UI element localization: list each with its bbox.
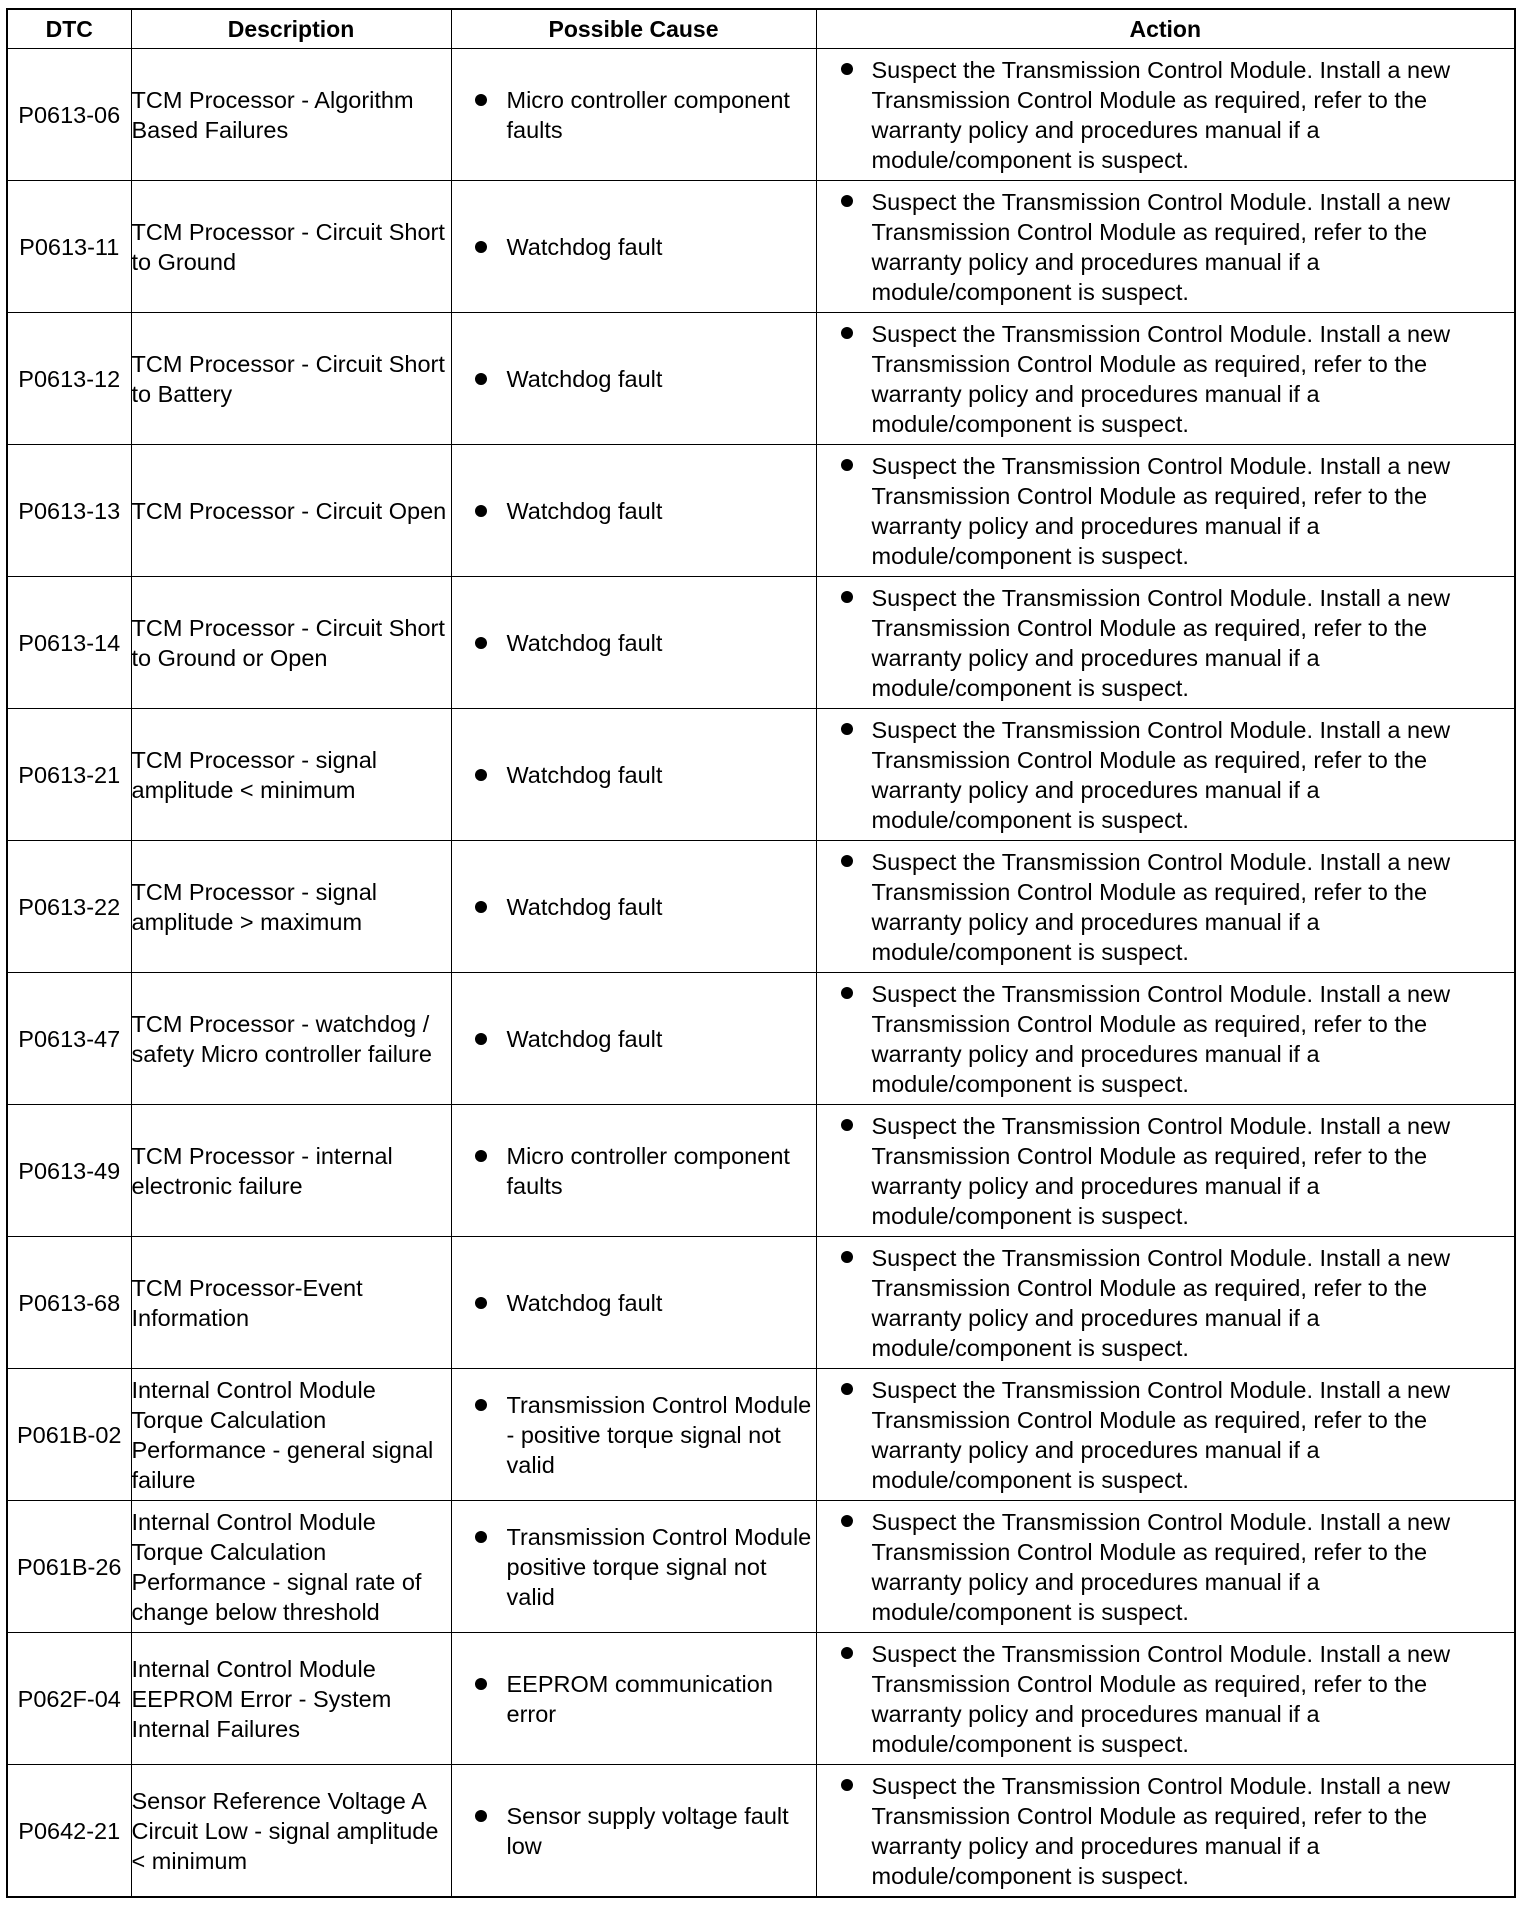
dtc-code: P0613-47 (7, 973, 131, 1105)
action-item (817, 583, 1515, 703)
action-item (817, 979, 1515, 1099)
possible-cause-cell (451, 1105, 816, 1237)
cause-item (452, 1801, 816, 1861)
action-cell (816, 1237, 1515, 1369)
action-item (817, 451, 1515, 571)
action-item (817, 847, 1515, 967)
description-text: Internal Control Module EEPROM Error - System Internal Failures (131, 1633, 451, 1765)
action-item (817, 55, 1515, 175)
action-text: Suspect the Transmission Control Module. Install a new Transmission Control Module as required, refer to the warranty policy and procedures manual if a module/component is suspect. (871, 452, 1451, 569)
dtc-code: P0613-11 (7, 181, 131, 313)
possible-cause-cell (451, 1501, 816, 1633)
cause-text: Watchdog fault (506, 497, 663, 524)
action-text: Suspect the Transmission Control Module. Install a new Transmission Control Module as required, refer to the warranty policy and procedures manual if a module/component is suspect. (871, 188, 1451, 305)
dtc-code: P0613-49 (7, 1105, 131, 1237)
cause-item (452, 1288, 816, 1318)
cause-item (452, 85, 816, 145)
action-item (817, 1771, 1515, 1891)
dtc-code: P0613-06 (7, 49, 131, 181)
bullet-icon (841, 1515, 853, 1527)
bullet-icon (841, 63, 853, 75)
bullet-icon (841, 327, 853, 339)
action-cell (816, 577, 1515, 709)
bullet-icon (841, 855, 853, 867)
bullet-icon (841, 1383, 853, 1395)
possible-cause-cell (451, 49, 816, 181)
bullet-icon (475, 1399, 487, 1411)
possible-cause-cell (451, 181, 816, 313)
action-text: Suspect the Transmission Control Module. Install a new Transmission Control Module as required, refer to the warranty policy and procedures manual if a module/component is suspect. (871, 1640, 1451, 1757)
header-row (7, 9, 1515, 49)
action-cell (816, 1501, 1515, 1633)
dtc-code: P0613-68 (7, 1237, 131, 1369)
action-cell (816, 445, 1515, 577)
action-cell (816, 841, 1515, 973)
action-cell (816, 313, 1515, 445)
bullet-icon (475, 1297, 487, 1309)
possible-cause-cell (451, 1237, 816, 1369)
description-text: TCM Processor-Event Information (131, 1237, 451, 1369)
bullet-icon (841, 195, 853, 207)
action-text: Suspect the Transmission Control Module. Install a new Transmission Control Module as required, refer to the warranty policy and procedures manual if a module/component is suspect. (871, 716, 1451, 833)
cause-item (452, 1024, 816, 1054)
description-text: Sensor Reference Voltage A Circuit Low - signal amplitude < minimum (131, 1765, 451, 1898)
cause-text: Watchdog fault (506, 629, 663, 656)
description-text: Internal Control Module Torque Calculation Performance - general signal failure (131, 1369, 451, 1501)
cause-item (452, 1669, 816, 1729)
cause-item (452, 1141, 816, 1201)
cause-item (452, 232, 816, 262)
bullet-icon (475, 1033, 487, 1045)
action-cell (816, 49, 1515, 181)
description-text: TCM Processor - signal amplitude < minimum (131, 709, 451, 841)
description-text: TCM Processor - Circuit Short to Ground (131, 181, 451, 313)
cause-text: Transmission Control Module positive torque signal not valid (506, 1523, 812, 1610)
table-row (7, 973, 1515, 1105)
action-item (817, 1375, 1515, 1495)
action-cell (816, 973, 1515, 1105)
action-text: Suspect the Transmission Control Module. Install a new Transmission Control Module as required, refer to the warranty policy and procedures manual if a module/component is suspect. (871, 848, 1451, 965)
dtc-code: P0613-22 (7, 841, 131, 973)
description-text: TCM Processor - signal amplitude > maximum (131, 841, 451, 973)
bullet-icon (841, 987, 853, 999)
cause-text: Watchdog fault (506, 365, 663, 392)
cause-text: EEPROM communication error (506, 1670, 773, 1727)
table-row (7, 841, 1515, 973)
dtc-code: P0613-12 (7, 313, 131, 445)
possible-cause-cell (451, 445, 816, 577)
bullet-icon (475, 1150, 487, 1162)
cause-item (452, 892, 816, 922)
possible-cause-cell (451, 1765, 816, 1898)
header-description: Description (131, 9, 451, 49)
description-text: TCM Processor - internal electronic failure (131, 1105, 451, 1237)
table-row (7, 313, 1515, 445)
bullet-icon (475, 94, 487, 106)
action-text: Suspect the Transmission Control Module. Install a new Transmission Control Module as required, refer to the warranty policy and procedures manual if a module/component is suspect. (871, 1772, 1451, 1889)
dtc-code: P0613-21 (7, 709, 131, 841)
bullet-icon (841, 1119, 853, 1131)
action-cell (816, 1369, 1515, 1501)
action-cell (816, 1105, 1515, 1237)
dtc-code: P061B-02 (7, 1369, 131, 1501)
cause-item (452, 1390, 816, 1480)
action-cell (816, 1633, 1515, 1765)
bullet-icon (475, 1531, 487, 1543)
cause-item (452, 496, 816, 526)
cause-item (452, 760, 816, 790)
cause-text: Watchdog fault (506, 1025, 663, 1052)
table-row (7, 1501, 1515, 1633)
description-text: TCM Processor - Circuit Open (131, 445, 451, 577)
dtc-code: P0613-14 (7, 577, 131, 709)
description-text: TCM Processor - watchdog / safety Micro controller failure (131, 973, 451, 1105)
table-row (7, 445, 1515, 577)
bullet-icon (475, 901, 487, 913)
action-text: Suspect the Transmission Control Module. Install a new Transmission Control Module as required, refer to the warranty policy and procedures manual if a module/component is suspect. (871, 1508, 1451, 1625)
action-cell (816, 181, 1515, 313)
bullet-icon (841, 591, 853, 603)
action-item (817, 1111, 1515, 1231)
bullet-icon (841, 1779, 853, 1791)
action-text: Suspect the Transmission Control Module. Install a new Transmission Control Module as required, refer to the warranty policy and procedures manual if a module/component is suspect. (871, 320, 1451, 437)
action-text: Suspect the Transmission Control Module. Install a new Transmission Control Module as required, refer to the warranty policy and procedures manual if a module/component is suspect. (871, 980, 1451, 1097)
header-possible-cause: Possible Cause (451, 9, 816, 49)
description-text: TCM Processor - Circuit Short to Battery (131, 313, 451, 445)
cause-item (452, 1522, 816, 1612)
dtc-code: P062F-04 (7, 1633, 131, 1765)
bullet-icon (841, 1251, 853, 1263)
table-row (7, 1765, 1515, 1898)
bullet-icon (475, 1678, 487, 1690)
table-row (7, 181, 1515, 313)
action-item (817, 1243, 1515, 1363)
bullet-icon (841, 1647, 853, 1659)
header-action: Action (816, 9, 1515, 49)
dtc-table (6, 8, 1516, 1898)
bullet-icon (475, 241, 487, 253)
table-row (7, 1633, 1515, 1765)
cause-text: Micro controller component faults (506, 1142, 790, 1199)
description-text: Internal Control Module Torque Calculation Performance - signal rate of change below threshold (131, 1501, 451, 1633)
description-text: TCM Processor - Circuit Short to Ground or Open (131, 577, 451, 709)
dtc-code: P061B-26 (7, 1501, 131, 1633)
action-text: Suspect the Transmission Control Module. Install a new Transmission Control Module as required, refer to the warranty policy and procedures manual if a module/component is suspect. (871, 584, 1451, 701)
dtc-code: P0613-13 (7, 445, 131, 577)
table-body (7, 49, 1515, 1898)
possible-cause-cell (451, 313, 816, 445)
dtc-code: P0642-21 (7, 1765, 131, 1898)
table-row (7, 1237, 1515, 1369)
bullet-icon (475, 1810, 487, 1822)
action-item (817, 715, 1515, 835)
possible-cause-cell (451, 577, 816, 709)
header-dtc: DTC (7, 9, 131, 49)
description-text: TCM Processor - Algorithm Based Failures (131, 49, 451, 181)
bullet-icon (475, 769, 487, 781)
cause-text: Watchdog fault (506, 1289, 663, 1316)
action-item (817, 1639, 1515, 1759)
possible-cause-cell (451, 841, 816, 973)
table-row (7, 1369, 1515, 1501)
cause-text: Micro controller component faults (506, 86, 790, 143)
action-text: Suspect the Transmission Control Module. Install a new Transmission Control Module as required, refer to the warranty policy and procedures manual if a module/component is suspect. (871, 1112, 1451, 1229)
possible-cause-cell (451, 1369, 816, 1501)
action-text: Suspect the Transmission Control Module. Install a new Transmission Control Module as required, refer to the warranty policy and procedures manual if a module/component is suspect. (871, 1376, 1451, 1493)
cause-text: Watchdog fault (506, 893, 663, 920)
action-text: Suspect the Transmission Control Module. Install a new Transmission Control Module as required, refer to the warranty policy and procedures manual if a module/component is suspect. (871, 1244, 1451, 1361)
action-text: Suspect the Transmission Control Module. Install a new Transmission Control Module as required, refer to the warranty policy and procedures manual if a module/component is suspect. (871, 56, 1451, 173)
table-row (7, 709, 1515, 841)
action-item (817, 319, 1515, 439)
possible-cause-cell (451, 973, 816, 1105)
table-row (7, 1105, 1515, 1237)
action-item (817, 187, 1515, 307)
cause-item (452, 364, 816, 394)
table-row (7, 577, 1515, 709)
cause-text: Sensor supply voltage fault low (506, 1802, 789, 1859)
cause-item (452, 628, 816, 658)
bullet-icon (841, 459, 853, 471)
possible-cause-cell (451, 709, 816, 841)
bullet-icon (475, 637, 487, 649)
cause-text: Transmission Control Module - positive torque signal not valid (506, 1391, 812, 1478)
action-cell (816, 1765, 1515, 1898)
bullet-icon (475, 373, 487, 385)
table-row (7, 49, 1515, 181)
action-item (817, 1507, 1515, 1627)
possible-cause-cell (451, 1633, 816, 1765)
cause-text: Watchdog fault (506, 233, 663, 260)
cause-text: Watchdog fault (506, 761, 663, 788)
bullet-icon (841, 723, 853, 735)
action-cell (816, 709, 1515, 841)
bullet-icon (475, 505, 487, 517)
